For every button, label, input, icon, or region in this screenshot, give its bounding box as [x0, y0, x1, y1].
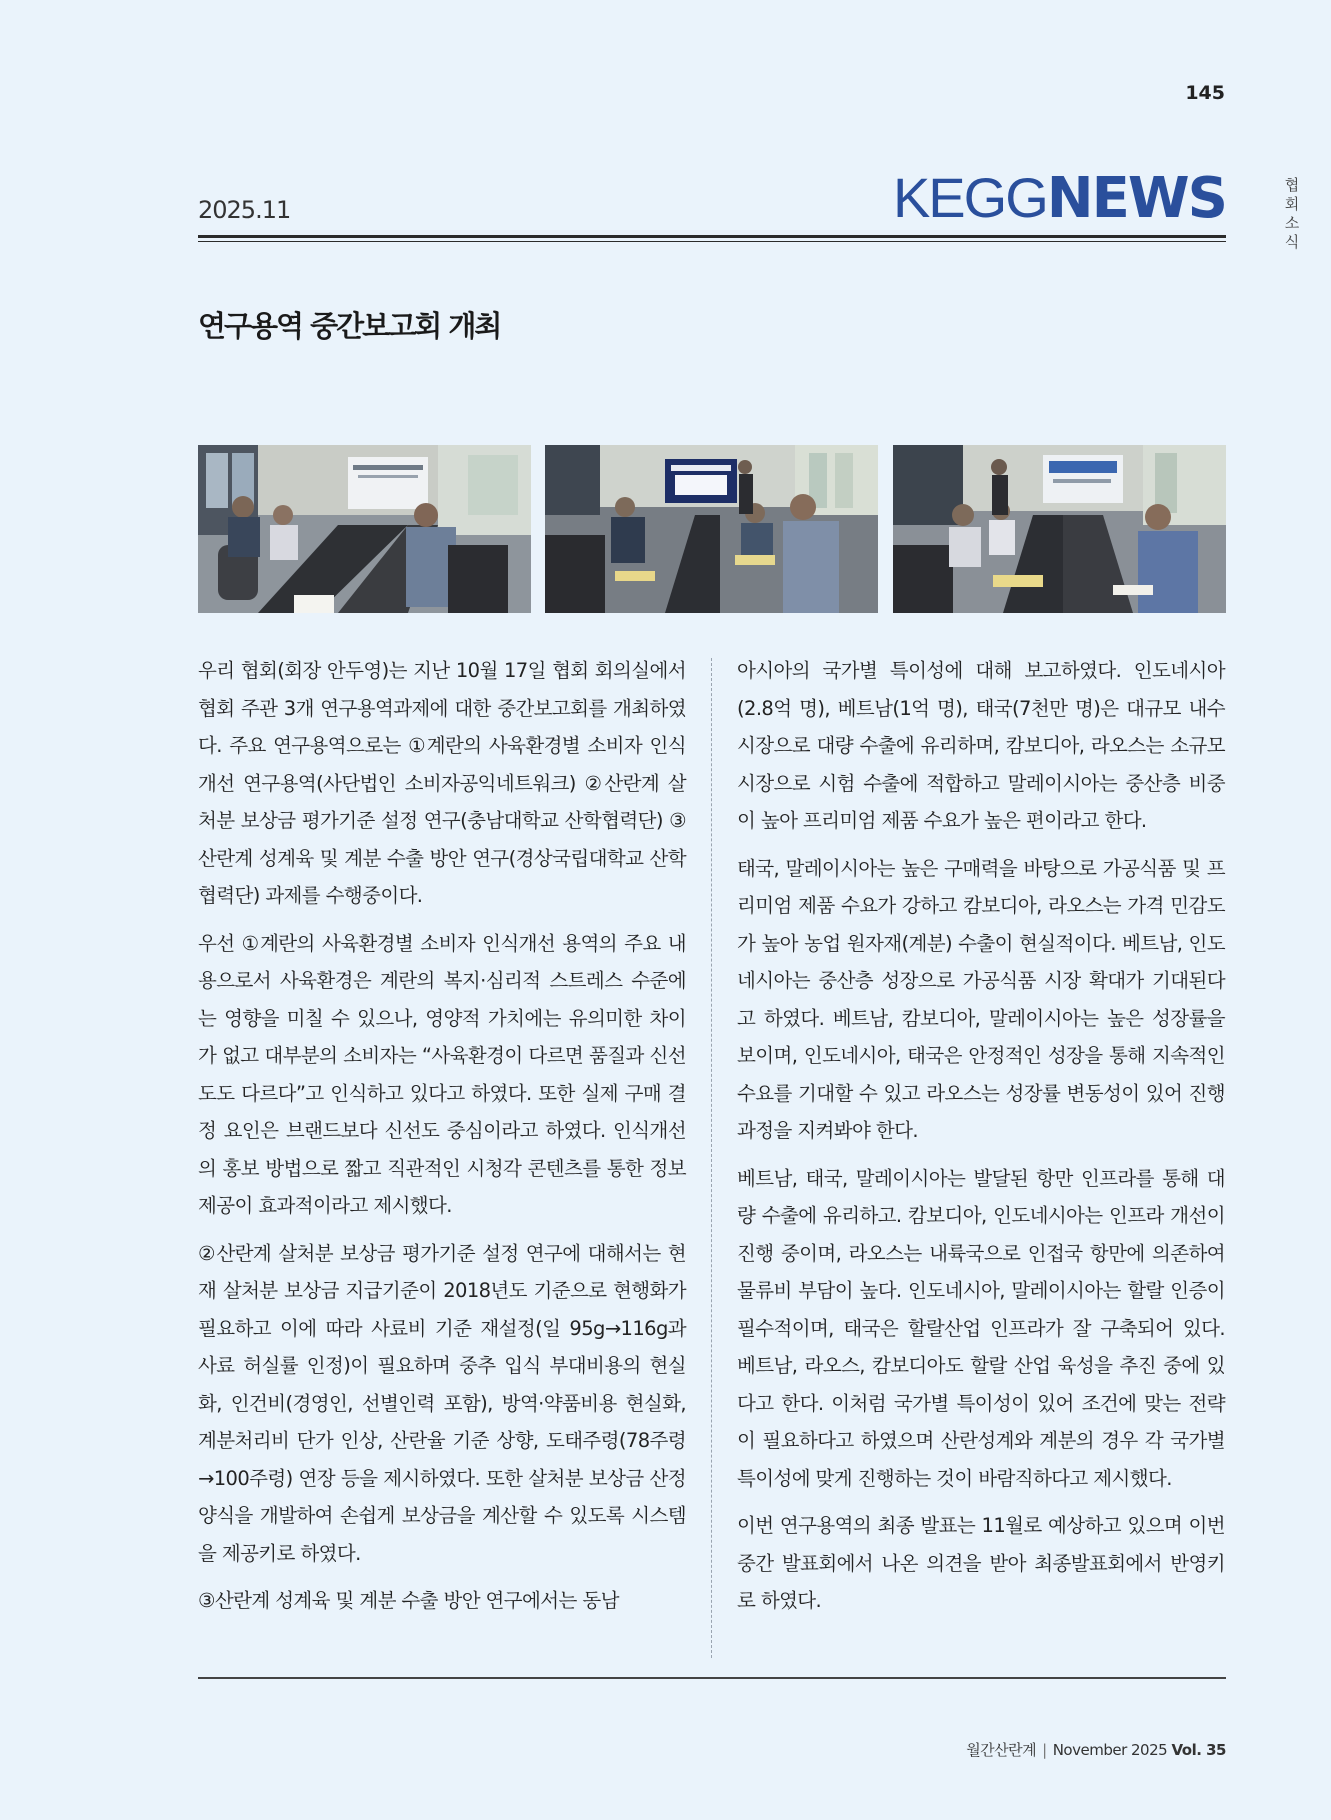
- meeting-photo-2: [545, 445, 878, 613]
- volume-number: Vol. 35: [1171, 1741, 1226, 1759]
- brand-logo-bold: NEWS: [1046, 166, 1226, 231]
- section-tab: 협회 소식: [1284, 176, 1300, 251]
- page-number: 145: [1185, 82, 1225, 104]
- brand-logo: [893, 168, 1226, 229]
- paragraph: 아시아의 국가별 특이성에 대해 보고하였다. 인도네시아(2.8억 명), 베트남(1억 명), 태국(7천만 명)은 대규모 내수시장으로 대량 수출에 유리하며, 캄보디아, 라오스는 소규모 시장으로 시험 수출에 적합하고 말레이시아는 중산층 비중이 높아 프리미엄 제품 수요가 높은 편이라고 한다.: [737, 659, 1225, 832]
- article-title: 연구용역 중간보고회 개최: [198, 309, 501, 343]
- header-rule: [198, 235, 1226, 238]
- paragraph: 태국, 말레이시아는 높은 구매력을 바탕으로 가공식품 및 프리미엄 제품 수요가 강하고 캄보디아, 라오스는 가격 민감도가 높아 농업 원자재(계분) 수출이 현실적이다. 베트남, 인도네시아는 중산층 성장으로 가공식품 시장 확대가 기대된다고 하였다. 베트남, 캄보디아, 말레이시아는 높은 성장률을 보이며, 인도네시아, 태국은 안정적인 성장을 통해 지속적인 수요를 기대할 수 있고 라오스는 성장률 변동성이 있어 진행 과정을 지켜봐야 한다.: [737, 856, 1225, 1142]
- paragraph: 베트남, 태국, 말레이시아는 발달된 항만 인프라를 통해 대량 수출에 유리하고. 캄보디아, 인도네시아는 인프라 개선이 진행 중이며, 라오스는 내륙국으로 인접국 항만에 의존하여 물류비 부담이 높다. 인도네시아, 말레이시아는 할랄 인증이 필수적이며, 태국은 할랄산업 인프라가 잘 구축되어 있다. 베트남, 라오스, 캄보디아도 할랄 산업 육성을 추진 중에 있다고 한다. 이처럼 국가별 특이성이 있어 조건에 맞는 전략이 필요하다고 하였으며 산란성계와 계분의 경우 각 국가별 특이성에 맞게 진행하는 것이 바람직하다고 제시했다.: [737, 1166, 1225, 1490]
- column-divider: [711, 658, 712, 1658]
- paragraph: 우리 협회(회장 안두영)는 지난 10월 17일 협회 회의실에서 협회 주관 3개 연구용역과제에 대한 중간보고회를 개최하였다. 주요 연구용역으로는 ①계란의 사육환경별 소비자 인식개선 연구용역(사단법인 소비자공익네트워크) ②산란계 살처분 보상금 평가기준 설정 연구(충남대학교 산학협력단) ③산란계 성계육 및 계분 수출 방안 연구(경상국립대학교 산학협력단) 과제를 수행중이다.: [198, 659, 686, 907]
- issue-month: November 2025: [1052, 1741, 1168, 1759]
- meeting-photo-3: [893, 445, 1226, 613]
- footer-rule: [198, 1677, 1226, 1679]
- article-column-left: [198, 652, 686, 1630]
- brand-logo-light: KEGG: [892, 166, 1047, 229]
- footer-separator: |: [1042, 1741, 1047, 1759]
- paragraph: 이번 연구용역의 최종 발표는 11월로 예상하고 있으며 이번 중간 발표회에서 나온 의견을 받아 최종발표회에서 반영키로 하였다.: [737, 1514, 1225, 1612]
- issue-date: 2025.11: [198, 196, 291, 224]
- paragraph: ③산란계 성계육 및 계분 수출 방안 연구에서는 동남: [198, 1589, 619, 1612]
- header-rule-thin: [198, 241, 1226, 242]
- meeting-photo-1: [198, 445, 531, 613]
- footer: [966, 1739, 1226, 1760]
- article-column-right: [737, 652, 1225, 1630]
- paragraph: ②산란계 살처분 보상금 평가기준 설정 연구에 대해서는 현재 살처분 보상금 지급기준이 2018년도 기준으로 현행화가 필요하고 이에 따라 사료비 기준 재설정(일 95g→116g과 사료 허실률 인정)이 필요하며 중추 입식 부대비용의 현실화, 인건비(경영인, 선별인력 포함), 방역·약품비용 현실화, 계분처리비 단가 인상, 산란율 기준 상향, 도태주령(78주령→100주령) 연장 등을 제시하였다. 또한 살처분 보상금 산정 양식을 개발하여 손쉽게 보상금을 계산할 수 있도록 시스템을 제공키로 하였다.: [198, 1241, 686, 1565]
- magazine-name: 월간산란계: [966, 1741, 1037, 1759]
- paragraph: 우선 ①계란의 사육환경별 소비자 인식개선 용역의 주요 내용으로서 사육환경은 계란의 복지·심리적 스트레스 수준에는 영향을 미칠 수 있으나, 영양적 가치에는 유의미한 차이가 없고 대부분의 소비자는 “사육환경이 다르면 품질과 신선도도 다르다”고 인식하고 있다고 하였다. 또한 실제 구매 결정 요인은 브랜드보다 신선도 중심이라고 하였다. 인식개선의 홍보 방법으로 짧고 직관적인 시청각 콘텐츠를 통한 정보 제공이 효과적이라고 제시했다.: [198, 931, 686, 1217]
